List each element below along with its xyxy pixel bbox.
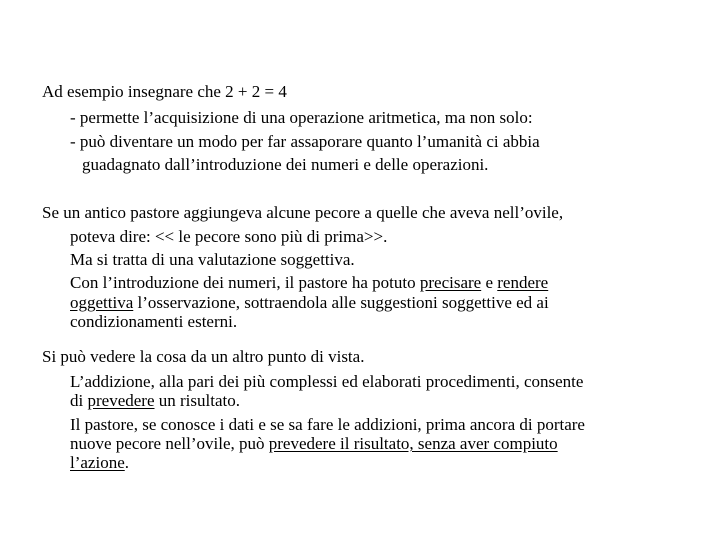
section3-line5-pre: nuove pecore nell’ovile, può <box>70 434 269 453</box>
section1-line4: guadagnato dall’introduzione dei numeri e delle operazioni. <box>82 155 489 174</box>
section3-line6-post: . <box>124 453 129 472</box>
section3-line4: Il pastore, se conosce i dati e se sa fare le addizioni, prima ancora di portare <box>70 415 585 434</box>
section3-line3-post: un risultato. <box>154 391 240 410</box>
section3-line3 <box>70 391 240 411</box>
underlined-prevedere-risultato: prevedere il risultato, senza aver compiuto <box>268 434 558 453</box>
section3-line1: Si può vedere la cosa da un altro punto di vista. <box>42 347 365 366</box>
section3-line2: L’addizione, alla pari dei più complessi ed elaborati procedimenti, consente <box>70 372 584 391</box>
section2-line5-text: l’osservazione, sottraendola alle suggestioni soggettive ed ai <box>133 293 549 312</box>
section3-line3-pre: di <box>70 391 88 410</box>
section2-line5 <box>70 293 549 313</box>
underlined-precisare: precisare <box>419 273 482 292</box>
section2-line3: Ma si tratta di una valutazione soggettiva. <box>70 250 355 269</box>
underlined-prevedere: prevedere <box>87 391 155 410</box>
section2-line2: poteva dire: << le pecore sono più di prima>>. <box>70 227 388 246</box>
section2-line4 <box>70 273 548 293</box>
section2-line4-text: Con l’introduzione dei numeri, il pastore ha potuto <box>70 273 420 292</box>
section3-line6 <box>70 453 129 473</box>
section2-line4-mid: e <box>481 273 498 292</box>
section1-line2: - permette l’acquisizione di una operazione aritmetica, ma non solo: <box>70 108 533 127</box>
section1-line3: - può diventare un modo per far assaporare quanto l’umanità ci abbia <box>70 132 540 151</box>
section2-line1: Se un antico pastore aggiungeva alcune pecore a quelle che aveva nell’ovile, <box>42 203 564 222</box>
section2-line6: condizionamenti esterni. <box>70 312 238 331</box>
underlined-rendere: rendere <box>497 273 549 292</box>
underlined-oggettiva: oggettiva <box>70 293 134 312</box>
section1-line1: Ad esempio insegnare che 2 + 2 = 4 <box>42 82 287 101</box>
section3-line5 <box>70 434 558 454</box>
underlined-azione: l’azione <box>70 453 125 472</box>
